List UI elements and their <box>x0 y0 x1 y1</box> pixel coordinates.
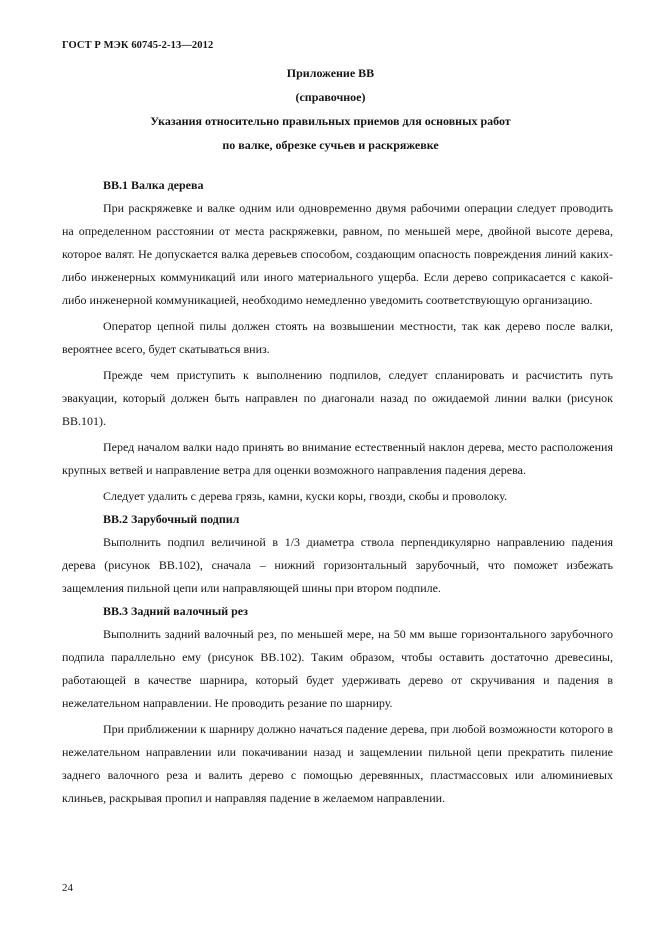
appendix-heading-line1: Указания относительно правильных приемов для основных работ <box>150 114 511 128</box>
body-paragraph: Выполнить задний валочный рез, по меньшей мере, на 50 мм выше горизонтального зарубочного подпила параллельно ему (рисунок ВВ.102). Таким образом, чтобы оставить достаточно древесины, работающей в качестве шарнира, который будет удерживать дерево от скручивания и падения в нежелательном направлении. Не проводить резание по шарниру. <box>62 627 613 710</box>
body-paragraph: При приближении к шарниру должно начаться падение дерева, при любой возможности которого в нежелательном направлении или покачивании назад и защемлении пильной цепи прекратить пиление заднего валочного реза и валить дерево с помощью деревянных, пластмассовых или алюминиевых клиньев, раскрывая пропил и направляя падение в желаемом направлении. <box>62 722 613 805</box>
standard-header: ГОСТ Р МЭК 60745-2-13—2012 <box>62 40 214 51</box>
appendix-title: Приложение ВВ <box>286 66 375 80</box>
section-title: ВВ.3 Задний валочный рез <box>103 604 248 618</box>
body-paragraph: Оператор цепной пилы должен стоять на возвышении местности, так как дерево после валки, вероятнее всего, будет скатываться вниз. <box>62 319 613 356</box>
section-title: ВВ.1 Валка дерева <box>103 178 204 192</box>
appendix-heading <box>0 61 661 157</box>
body-paragraph: Выполнить подпил величиной в 1/3 диаметра ствола перпендикулярно направлению падения дерева (рисунок ВВ.102), сначала – нижний горизонтальный зарубочный, что поможет избежать защемления пильной цепи или направляющей шины при втором подпиле. <box>62 535 613 595</box>
appendix-subtitle: (справочное) <box>295 90 366 104</box>
page-number: 24 <box>62 882 73 894</box>
document-body <box>62 174 613 810</box>
body-paragraph: Следует удалить с дерева грязь, камни, куски коры, гвозди, скобы и проволоку. <box>103 489 508 503</box>
body-paragraph: При раскряжевке и валке одним или одновременно двумя рабочими операции следует проводить на определенном расстоянии от места раскряжевки, равном, по меньшей мере, двойной высоте дерева, которое валят. Не допускается валка деревьев способом, создающим опасность повреждения линий каких-либо инженерных коммуникаций или иного материального ущерба. Если дерево соприкасается с какой-либо инженерной коммуникацией, необходимо немедленно уведомить соответствующую организацию. <box>62 201 613 307</box>
body-paragraph: Перед началом валки надо принять во внимание естественный наклон дерева, место расположения крупных ветвей и направление ветра для оценки возможного направления падения дерева. <box>62 440 613 477</box>
appendix-heading-line2: по валке, обрезке сучьев и раскряжевке <box>222 138 439 152</box>
body-paragraph: Прежде чем приступить к выполнению подпилов, следует спланировать и расчистить путь эвакуации, который должен быть направлен по диагонали назад по ожидаемой линии валки (рисунок ВВ.101). <box>62 368 613 428</box>
section-title: ВВ.2 Зарубочный подпил <box>103 512 240 526</box>
